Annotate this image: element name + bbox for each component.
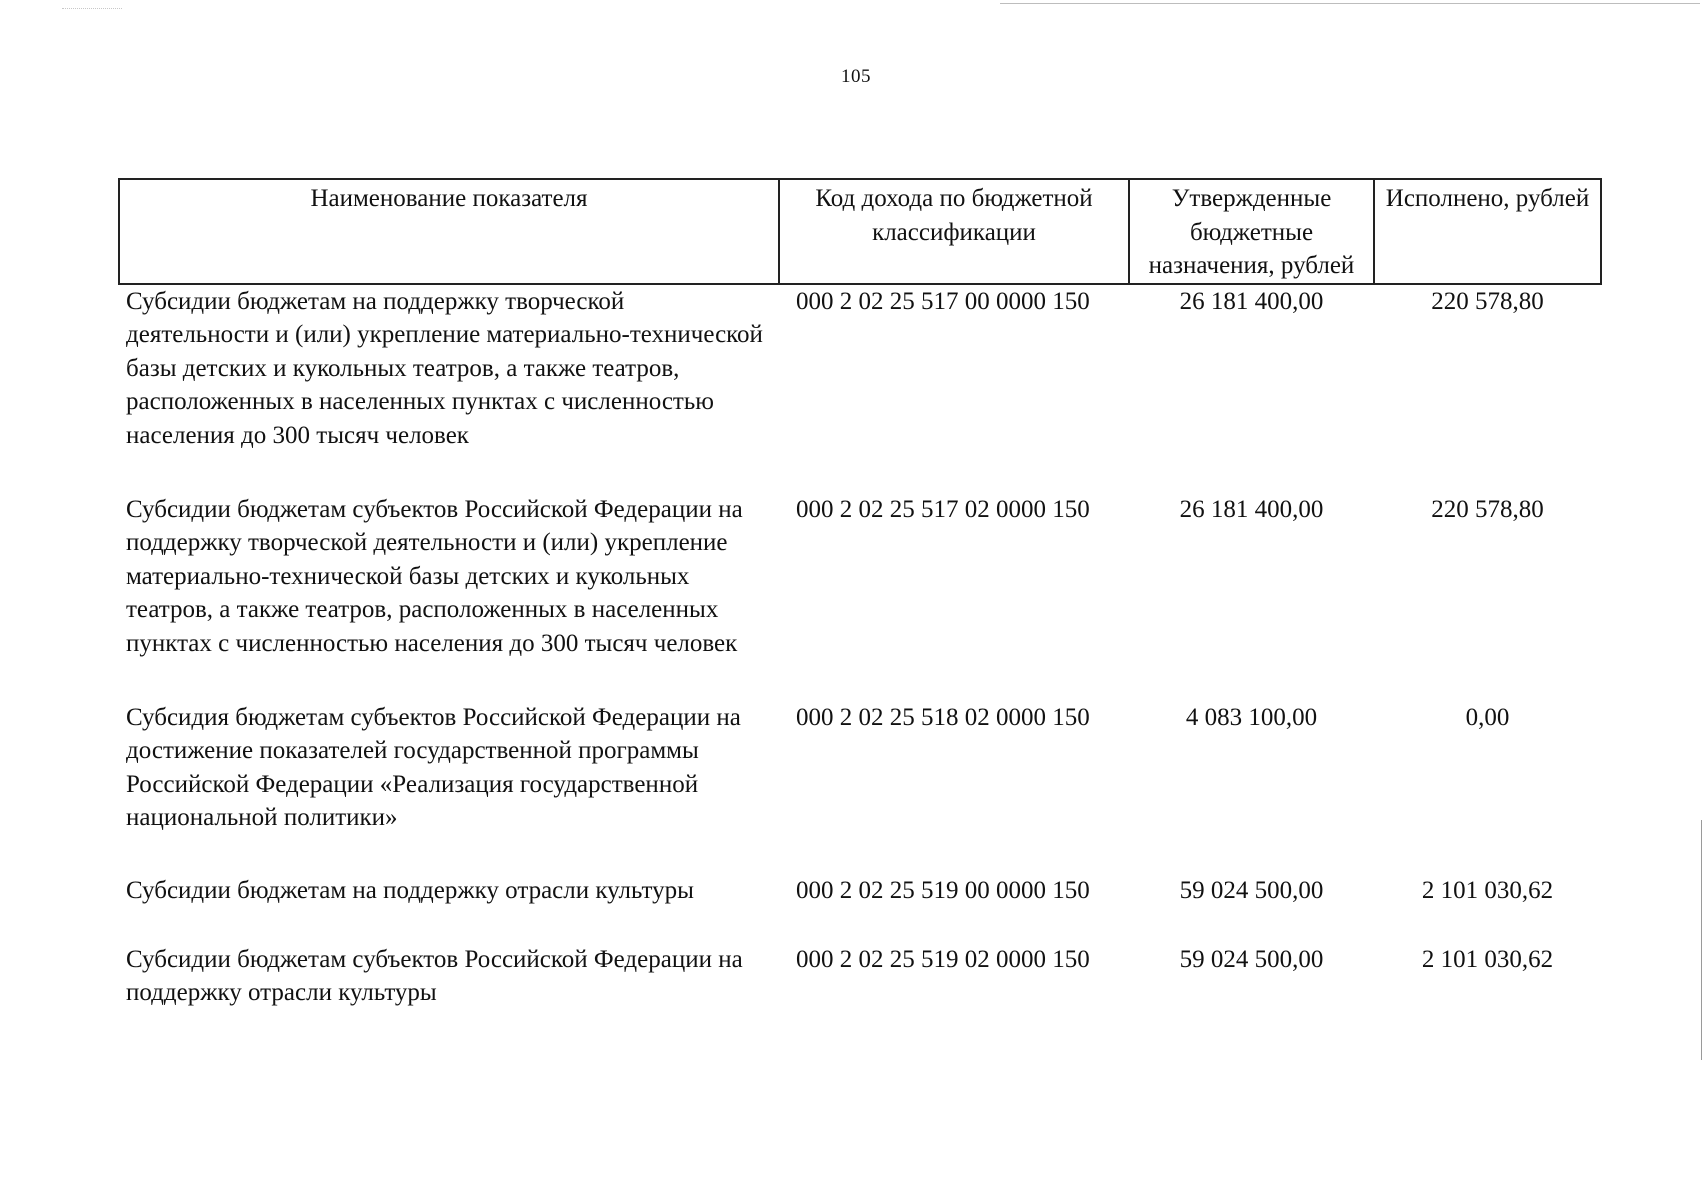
scan-edge-mark	[62, 8, 122, 9]
page-number: 105	[841, 66, 871, 87]
executed-amount-cell: 220 578,80	[1431, 287, 1544, 315]
revenue-code-cell: 000 2 02 25 518 02 0000 150	[796, 703, 1090, 731]
indicator-name-cell: Субсидии бюджетам субъектов Российской Федерации на поддержку творческой деятельности и (или) укрепление материально-технической базы детских и кукольных театров, а также театров, расположенных в населенных пунктах с численностью населения до 300 тысяч человек	[126, 495, 743, 657]
indicator-name-cell: Субсидии бюджетам на поддержку творческой деятельности и (или) укрепление материально-технической базы детских и кукольных театров, а также театров, расположенных в населенных пунктах с численностью населения до 300 тысяч человек	[126, 287, 763, 449]
approved-amount-cell: 4 083 100,00	[1185, 703, 1318, 731]
approved-amount-cell: 59 024 500,00	[1179, 876, 1324, 904]
scan-edge-line	[1000, 3, 1700, 4]
table-row	[119, 701, 1601, 874]
approved-amount-cell: 59 024 500,00	[1179, 945, 1324, 973]
budget-revenue-table	[118, 178, 1602, 1013]
executed-amount-cell: 220 578,80	[1431, 495, 1544, 523]
header-revenue-code: Код дохода по бюджетной классификации	[779, 179, 1129, 284]
header-approved-amount: Утвержденные бюджетные назначения, рублей	[1129, 179, 1374, 284]
table-header-row	[119, 179, 1601, 284]
executed-amount-cell: 0,00	[1465, 703, 1510, 731]
table-row	[119, 874, 1601, 943]
header-indicator-name: Наименование показателя	[119, 179, 779, 284]
header-executed-amount: Исполнено, рублей	[1374, 179, 1601, 284]
approved-amount-cell: 26 181 400,00	[1179, 287, 1324, 315]
table-row	[119, 493, 1601, 701]
revenue-code-cell: 000 2 02 25 517 02 0000 150	[796, 495, 1090, 523]
revenue-code-cell: 000 2 02 25 519 02 0000 150	[796, 945, 1090, 973]
approved-amount-cell: 26 181 400,00	[1179, 495, 1324, 523]
revenue-code-cell: 000 2 02 25 517 00 0000 150	[796, 287, 1090, 315]
indicator-name-cell: Субсидия бюджетам субъектов Российской Федерации на достижение показателей государственной программы Российской Федерации «Реализация государственной национальной политики»	[126, 703, 741, 831]
executed-amount-cell: 2 101 030,62	[1421, 945, 1554, 973]
indicator-name-cell: Субсидии бюджетам на поддержку отрасли культуры	[126, 876, 694, 904]
scan-edge-line-right	[1701, 820, 1702, 1060]
table-row	[119, 284, 1601, 493]
executed-amount-cell: 2 101 030,62	[1421, 876, 1554, 904]
indicator-name-cell: Субсидии бюджетам субъектов Российской Федерации на поддержку отрасли культуры	[126, 945, 743, 1006]
revenue-code-cell: 000 2 02 25 519 00 0000 150	[796, 876, 1090, 904]
table-row	[119, 943, 1601, 1013]
